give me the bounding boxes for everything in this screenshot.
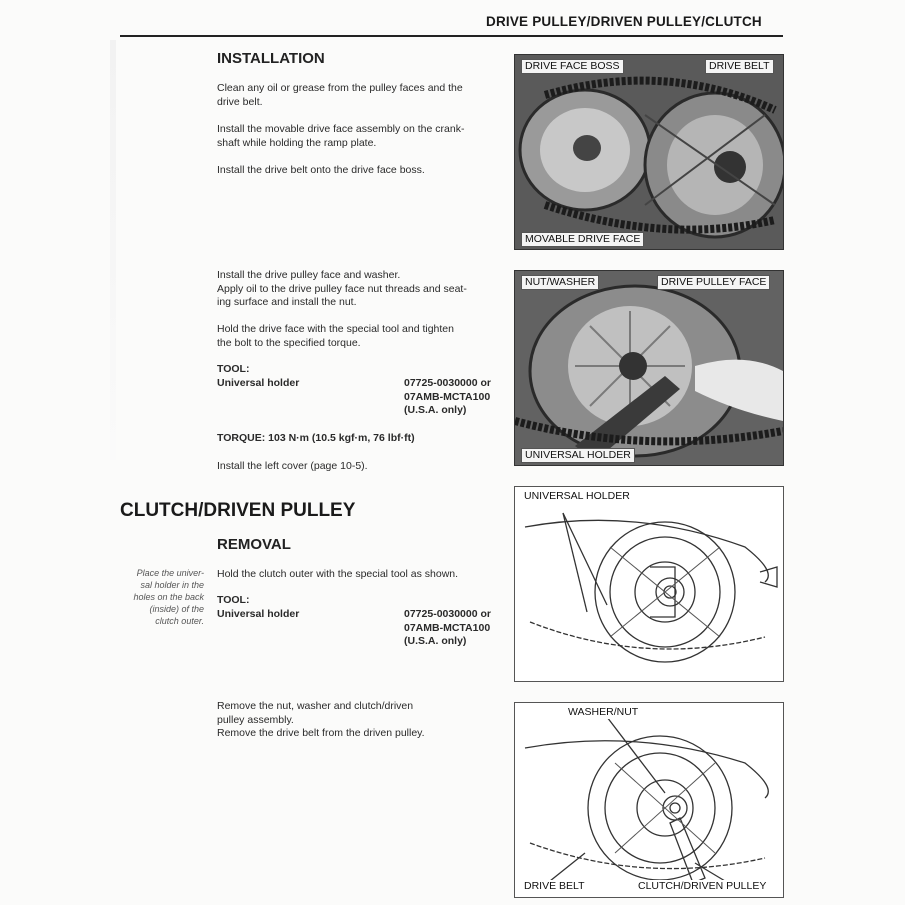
label-clutch-driven-pulley: CLUTCH/DRIVEN PULLEY [635, 880, 769, 893]
label-movable-drive-face: MOVABLE DRIVE FACE [521, 232, 644, 247]
installation-para-1: Clean any oil or grease from the pulley faces and the drive belt. [217, 82, 463, 108]
installation-tool-number: 07725-0030000 or 07AMB-MCTA100 (U.S.A. only) [404, 377, 491, 416]
clutch-outer-line-drawing [515, 487, 783, 681]
driven-pulley-line-drawing [515, 703, 783, 897]
label-drive-face-boss: DRIVE FACE BOSS [521, 59, 624, 74]
figure-universal-holder-drawing [514, 486, 784, 682]
drive-face-photo-drawing [515, 55, 783, 249]
removal-heading: REMOVAL [217, 536, 291, 553]
page-header: DRIVE PULLEY/DRIVEN PULLEY/CLUTCH [486, 14, 762, 29]
installation-para-4: Install the drive pulley face and washer. Apply oil to the drive pulley face nut threads and seat- ing surface and install the nut. [217, 269, 467, 308]
side-note: Place the univer- sal holder in the holes on the back (inside) of the clutch outer. [133, 568, 204, 626]
universal-holder-photo-drawing [515, 271, 783, 465]
installation-para-6: Install the left cover (page 10-5). [217, 460, 368, 472]
label-washer-nut: WASHER/NUT [565, 706, 641, 719]
installation-torque: TORQUE: 103 N·m (10.5 kgf·m, 76 lbf·ft) [217, 432, 415, 444]
figure-universal-holder-photo [514, 270, 784, 466]
clutch-heading: CLUTCH/DRIVEN PULLEY [120, 500, 356, 521]
figure-drive-face-photo [514, 54, 784, 250]
installation-tool-heading: TOOL: [217, 363, 250, 375]
removal-para-1: Hold the clutch outer with the special tool as shown. [217, 568, 459, 580]
label-nut-washer: NUT/WASHER [521, 275, 599, 290]
removal-tool-number: 07725-0030000 or 07AMB-MCTA100 (U.S.A. only) [404, 608, 491, 647]
removal-tool-name: Universal holder [217, 608, 300, 620]
figure-washer-nut-drawing [514, 702, 784, 898]
label-drive-pulley-face: DRIVE PULLEY FACE [657, 275, 770, 290]
label-drive-belt: DRIVE BELT [705, 59, 774, 74]
installation-para-5: Hold the drive face with the special tool and tighten the bolt to the specified torque. [217, 323, 454, 349]
installation-para-2: Install the movable drive face assembly on the crank- shaft while holding the ramp plate. [217, 123, 465, 149]
installation-para-3: Install the drive belt onto the drive face boss. [217, 164, 425, 176]
bleed-through-shadow [110, 40, 116, 460]
installation-tool-name: Universal holder [217, 377, 300, 389]
label-drive-belt-drawing: DRIVE BELT [521, 880, 588, 893]
label-universal-holder-photo: UNIVERSAL HOLDER [521, 448, 635, 463]
label-universal-holder-drawing: UNIVERSAL HOLDER [521, 490, 633, 503]
installation-heading: INSTALLATION [217, 50, 325, 67]
removal-tool-heading: TOOL: [217, 594, 250, 606]
removal-para-2: Remove the nut, washer and clutch/driven pulley assembly. Remove the drive belt from the driven pulley. [217, 700, 425, 739]
header-rule [120, 35, 783, 37]
